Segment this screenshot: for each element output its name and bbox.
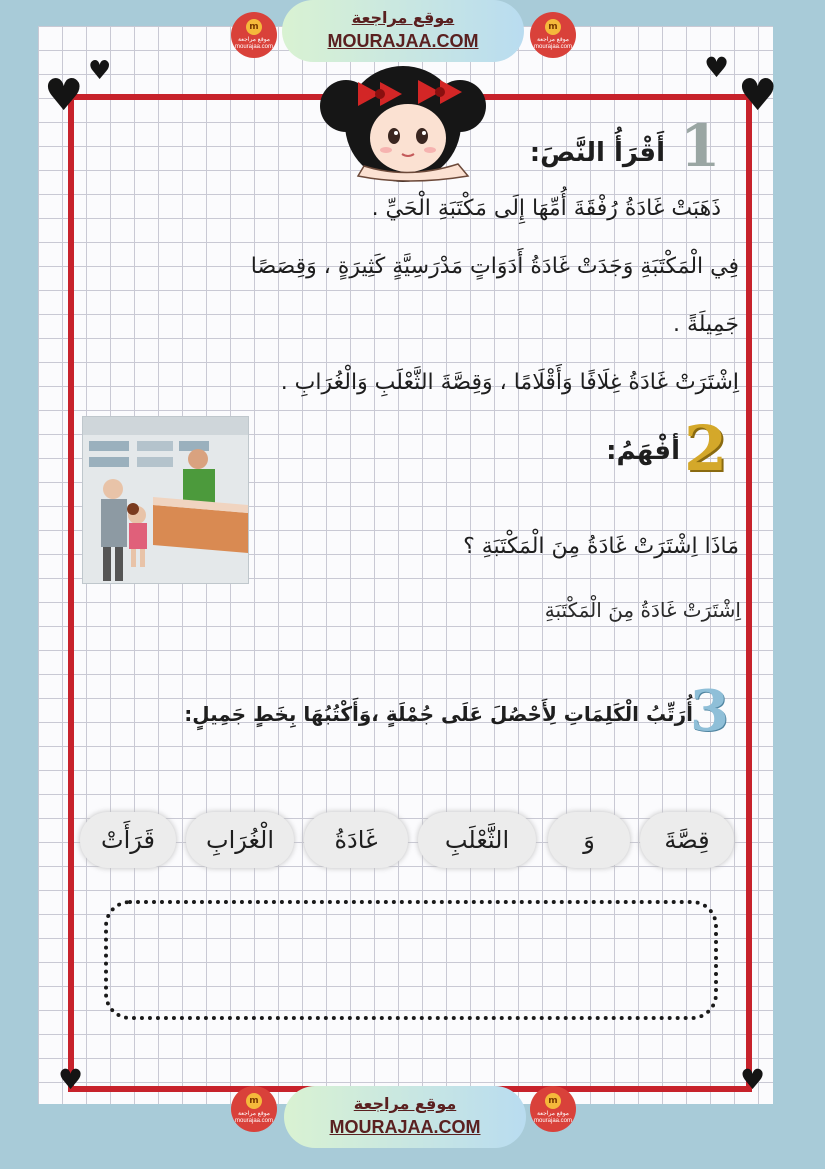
section3-instruction: أُرَتِّبُ الْكَلِمَاتِ لِأَحْصُلَ عَلَى جُمْلَةٍ ،وَأَكْتُبُهَا بِخَطٍ جَمِيلٍ:: [184, 702, 693, 726]
banner-arabic-link[interactable]: موقع مراجعة: [351, 8, 455, 27]
section3-number-badge: 3: [690, 678, 729, 744]
site-logo-bottom-right[interactable]: [530, 1086, 576, 1132]
section2-answer-handwritten[interactable]: اِشْتَرَتْ غَادَةُ مِنَ الْمَكْتَبَةِ: [544, 598, 741, 622]
frame-right: [746, 94, 752, 1092]
girl-mascot-illustration: [318, 62, 488, 182]
section1-line-1: ذَهَبَتْ غَادَةُ رُفْقَةَ أُمِّهَا إِلَى مَكْتَبَةِ الْحَيِّ .: [371, 196, 721, 221]
section2-number-badge: 2: [684, 412, 728, 485]
heart-bottom-left-icon: ♥: [58, 1063, 84, 1096]
section2-question: مَاذَا اِشْتَرَتْ غَادَةُ مِنَ الْمَكْتَبَةِ ؟: [463, 534, 739, 559]
site-logo-top-left[interactable]: [231, 12, 277, 58]
logo-caption: موقع مراجعة mourajaa.com: [533, 1111, 572, 1124]
word-card[interactable]: قِصَّةَ: [640, 812, 734, 868]
section1-number-badge: 1: [680, 112, 721, 180]
heart-top-left-small-icon: ♥: [88, 56, 112, 86]
banner-arabic-link[interactable]: موقع مراجعة: [353, 1094, 457, 1113]
heart-top-right-small-icon: ♥: [704, 51, 730, 84]
sentence-answer-box[interactable]: [104, 900, 718, 1020]
heart-top-left-icon: ♥: [44, 70, 84, 121]
section1-line-3: جَمِيلَةً .: [672, 312, 739, 337]
word-card[interactable]: غَادَةُ: [304, 812, 408, 868]
section1-title: أَقْرَأُ النَّصَ:: [529, 138, 665, 168]
site-banner-bottom[interactable]: [284, 1086, 526, 1148]
word-card[interactable]: قَرَأَتْ: [80, 812, 176, 868]
frame-left: [68, 94, 74, 1092]
site-logo-bottom-left[interactable]: [231, 1086, 277, 1132]
banner-english-link[interactable]: MOURAJAA.COM: [327, 31, 479, 51]
heart-bottom-right-icon: ♥: [740, 1063, 766, 1096]
logo-caption: موقع مراجعة mourajaa.com: [234, 1111, 273, 1124]
frame-top-right: [476, 94, 752, 100]
bookshop-illustration: [82, 416, 249, 584]
logo-caption: موقع مراجعة mourajaa.com: [533, 37, 572, 50]
word-card[interactable]: الثَّعْلَبِ: [418, 812, 536, 868]
logo-mark-icon: m: [246, 19, 262, 35]
section1-line-4: اِشْتَرَتْ غَادَةُ غِلَافًا وَأَقْلَامًا ، وَقِصَّةَ الثَّعْلَبِ وَالْغُرَابِ .: [280, 370, 739, 395]
logo-caption: موقع مراجعة mourajaa.com: [234, 37, 273, 50]
logo-mark-icon: m: [545, 19, 561, 35]
section1-line-2: فِي الْمَكْتَبَةِ وَجَدَتْ غَادَةُ أَدَوَاتٍ مَدْرَسِيَّةٍ كَثِيرَةٍ ، وَقِصَصًا: [250, 254, 739, 279]
logo-mark-icon: m: [246, 1093, 262, 1109]
site-logo-top-right[interactable]: [530, 12, 576, 58]
word-card[interactable]: الْغُرَابِ: [186, 812, 294, 868]
frame-top-left: [68, 94, 330, 100]
word-card[interactable]: وَ: [548, 812, 630, 868]
heart-top-right-icon: ♥: [738, 70, 778, 121]
section2-title: أفْهَمُ:: [606, 436, 680, 466]
site-banner-top[interactable]: [282, 0, 524, 62]
logo-mark-icon: m: [545, 1093, 561, 1109]
banner-english-link[interactable]: MOURAJAA.COM: [329, 1117, 481, 1137]
